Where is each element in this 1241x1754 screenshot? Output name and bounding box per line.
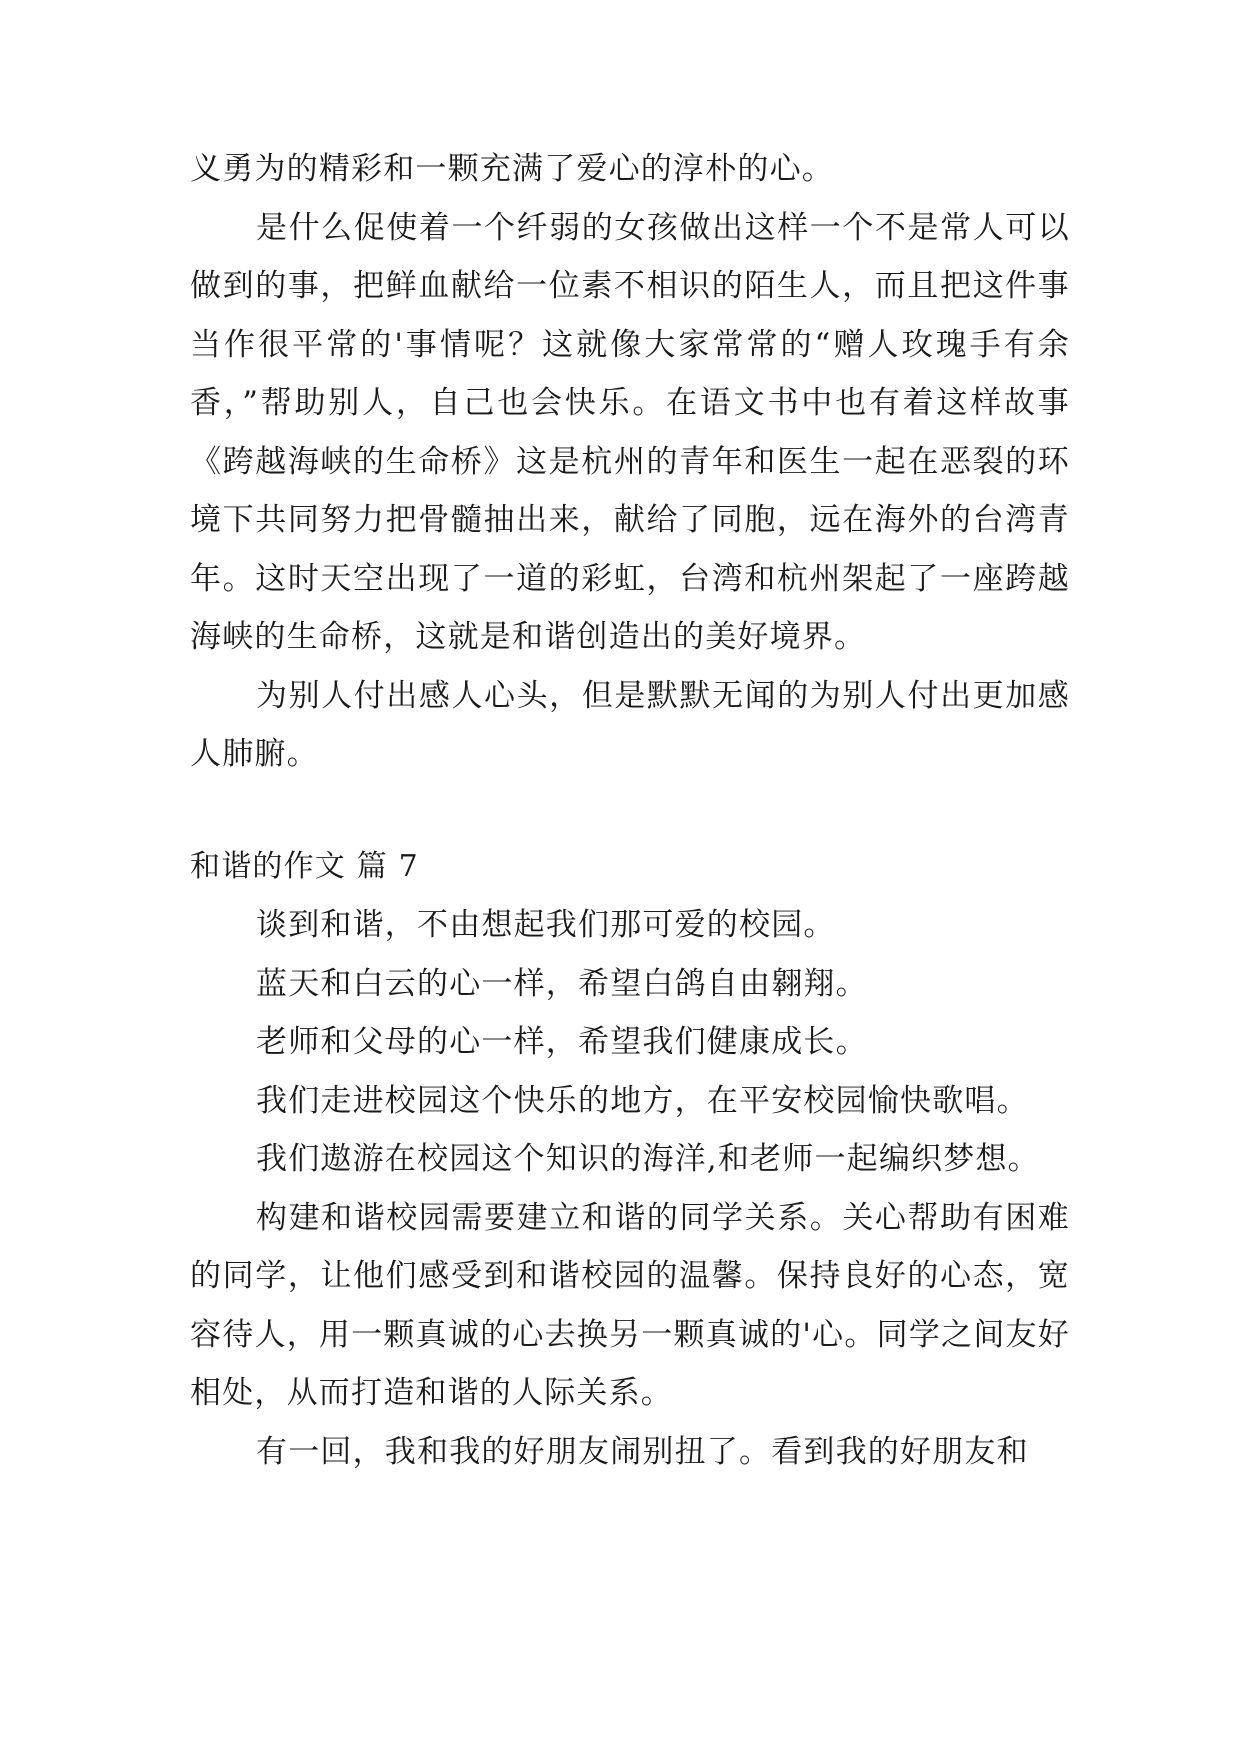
paragraph-harmony: 构建和谐校园需要建立和谐的同学关系。关心帮助有困难的同学，让他们感受到和谐校园的温馨。保持良好的心态，宽容待人，用一颗真诚的心去换另一颗真诚的'心。同学之间友好相处，从而打造和谐的人际关系。 — [190, 1199, 1070, 1411]
document-page — [190, 140, 1070, 1481]
line-dreams: 我们遨游在校园这个知识的海洋,和老师一起编织梦想。 — [256, 1141, 1040, 1177]
essay-heading: 和谐的作文 篇 7 — [190, 848, 419, 884]
section-gap — [190, 784, 1070, 838]
paragraph-last: 有一回，我和我的好朋友闹别扭了。看到我的好朋友和 — [256, 1433, 1029, 1470]
line-singing: 我们走进校园这个快乐的地方，在平安校园愉快歌唱。 — [256, 1082, 1029, 1119]
line-teachers: 老师和父母的心一样，希望我们健康成长。 — [256, 1024, 868, 1060]
line-sky: 蓝天和白云的心一样，希望白鸽自由翱翔。 — [256, 965, 868, 1002]
paragraph-blood-donation: 是什么促使着一个纤弱的女孩做出这样一个不是常人可以做到的事，把鲜血献给一位素不相识的陌生人，而且把这件事当作很平常的'事情呢？这就像大家常常的“赠人玫瑰手有余香，”帮助别人，自己也会快乐。在语文书中也有着这样故事《跨越海峡的生命桥》这是杭州的青年和医生一起在恶裂的环境下共同努力把骨髓抽出来，献给了同胞，远在海外的台湾青年。这时天空出现了一道的彩虹，台湾和杭州架起了一座跨越海峡的生命桥，这就是和谐创造出的美好境界。 — [190, 209, 1070, 655]
paragraph-continuation: 义勇为的精彩和一颗充满了爱心的淳朴的心。 — [190, 151, 834, 187]
line-campus: 谈到和谐，不由想起我们那可爱的校园。 — [256, 907, 836, 943]
paragraph-conclusion: 为别人付出感人心头，但是默默无闻的为别人付出更加感人肺腑。 — [190, 677, 1070, 772]
